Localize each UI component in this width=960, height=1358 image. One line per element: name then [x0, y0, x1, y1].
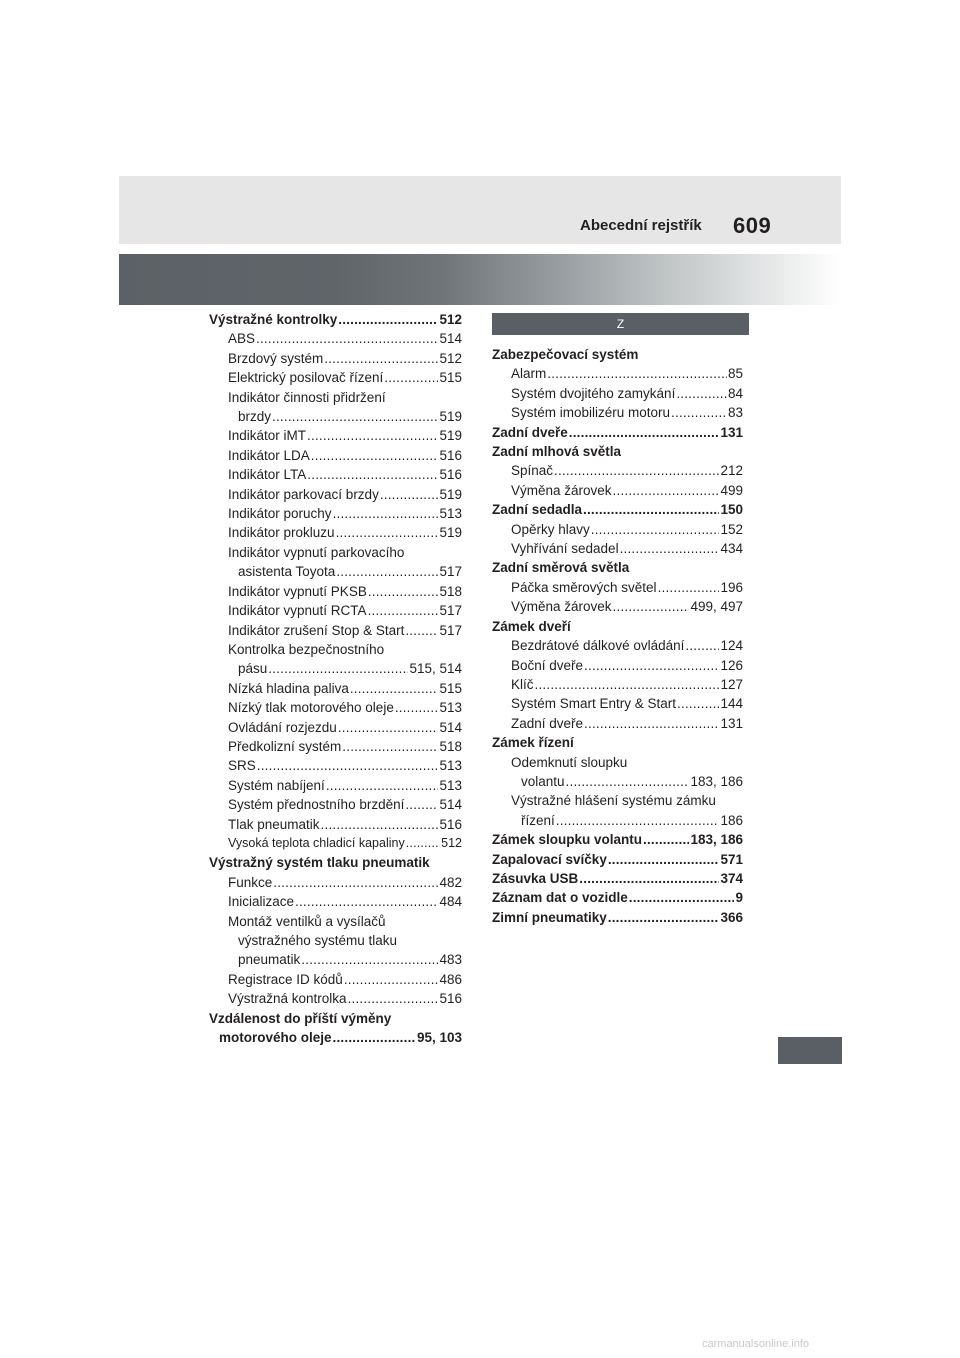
- entry-page-ref: 512: [441, 835, 462, 850]
- entry-page-ref: 482: [439, 874, 462, 890]
- index-entry: [209, 601, 462, 620]
- leader-dots: [613, 597, 690, 616]
- leader-dots: [395, 698, 439, 717]
- index-entry: [209, 485, 462, 504]
- entry-page-ref: 483: [439, 952, 462, 968]
- index-entry: [492, 791, 743, 810]
- index-entry: [209, 853, 462, 872]
- entry-page-ref: 514: [439, 797, 462, 813]
- leader-dots: [643, 830, 689, 849]
- leader-dots: [591, 520, 720, 539]
- entry-page-ref: 515, 514: [409, 661, 462, 677]
- entry-label: Předkolizní systém: [228, 738, 342, 754]
- entry-page-ref: 519: [439, 428, 462, 444]
- entry-label: Indikátor vypnutí parkovacího: [228, 544, 405, 560]
- leader-dots: [273, 873, 438, 892]
- entry-page-ref: 512: [439, 312, 462, 327]
- entry-label: Systém Smart Entry & Start: [511, 696, 677, 712]
- index-entry: [209, 718, 462, 737]
- index-entry: [492, 888, 743, 907]
- leader-dots: [257, 756, 439, 775]
- entry-label: ABS: [228, 331, 256, 347]
- entry-page-ref: 514: [439, 331, 462, 347]
- entry-label: Elektrický posilovač řízení: [228, 370, 384, 386]
- entry-label: Brzdový systém: [228, 350, 324, 366]
- leader-dots: [583, 500, 719, 519]
- entry-label: Alarm: [511, 366, 547, 382]
- index-entry: [492, 403, 743, 422]
- entry-label: řízení: [521, 812, 555, 828]
- index-entry: [209, 523, 462, 542]
- entry-page-ref: 484: [439, 894, 462, 910]
- entry-page-ref: 212: [720, 463, 743, 479]
- entry-label: Bezdrátové dálkové ovládání: [511, 638, 685, 654]
- entry-page-ref: 131: [720, 424, 743, 440]
- entry-label: Klíč: [511, 676, 534, 692]
- entry-page-ref: 131: [720, 715, 743, 731]
- entry-page-ref: 85: [727, 366, 743, 382]
- leader-dots: [613, 481, 720, 500]
- entry-label: Odemknutí sloupku: [511, 754, 628, 770]
- entry-label: Nízká hladina paliva: [228, 680, 349, 696]
- entry-page-ref: 186: [720, 812, 743, 828]
- leader-dots: [620, 539, 720, 558]
- entry-label: Montáž ventilků a vysílačů: [228, 913, 386, 929]
- index-entry: [492, 364, 743, 383]
- index-entry: [492, 656, 743, 675]
- index-entry: [492, 675, 743, 694]
- index-entry: [492, 830, 743, 849]
- entry-label: Systém nabíjení: [228, 777, 325, 793]
- index-entry: [492, 811, 743, 830]
- entry-label: výstražného systému tlaku: [238, 933, 398, 948]
- leader-dots: [350, 679, 439, 698]
- entry-page-ref: 499, 497: [690, 599, 743, 615]
- entry-label: volantu: [521, 773, 565, 789]
- leader-dots: [301, 950, 438, 969]
- entry-label: Výměna žárovek: [511, 599, 612, 615]
- leader-dots: [384, 368, 438, 387]
- chapter-tab: [778, 1037, 842, 1064]
- leader-dots: [256, 329, 438, 348]
- entry-label: Zadní směrová světla: [492, 560, 630, 576]
- index-entry: [209, 368, 462, 387]
- leader-dots: [671, 403, 727, 422]
- leader-dots: [295, 892, 438, 911]
- index-entry: [492, 753, 743, 772]
- entry-label: pásu: [238, 661, 268, 677]
- index-entry: [209, 989, 462, 1008]
- index-entry: [209, 756, 462, 775]
- leader-dots: [342, 737, 438, 756]
- entry-label: Zámek řízení: [492, 735, 574, 751]
- entry-label: asistenta Toyota: [238, 564, 336, 580]
- entry-page-ref: 434: [720, 541, 743, 557]
- index-entry: [209, 795, 462, 814]
- entry-page-ref: 513: [439, 700, 462, 716]
- entry-label: Výměna žárovek: [511, 482, 612, 498]
- entry-label: Kontrolka bezpečnostního: [228, 641, 385, 657]
- entry-label: Inicializace: [228, 894, 295, 910]
- index-entry: [209, 1028, 462, 1047]
- entry-label: Zabezpečovací systém: [492, 347, 639, 362]
- index-entry: [209, 310, 462, 329]
- leader-dots: [333, 1028, 416, 1047]
- entry-label: Zadní mlhová světla: [492, 444, 622, 460]
- entry-page-ref: 486: [439, 971, 462, 987]
- entry-label: Zadní sedadla: [492, 502, 583, 518]
- index-entry: [492, 384, 743, 403]
- entry-label: brzdy: [238, 409, 272, 425]
- entry-label: pneumatik: [238, 952, 301, 968]
- leader-dots: [368, 601, 439, 620]
- entry-page-ref: 150: [720, 502, 743, 518]
- leader-dots: [344, 970, 439, 989]
- entry-label: Zapalovací svíčky: [492, 851, 607, 867]
- entry-label: Výstražná kontrolka: [228, 991, 347, 1007]
- leader-dots: [676, 384, 727, 403]
- leader-dots: [566, 772, 690, 791]
- page-title: Abecední rejstřík: [580, 217, 702, 234]
- index-entry: [492, 558, 743, 577]
- entry-page-ref: 515: [439, 370, 462, 386]
- leader-dots: [272, 407, 438, 426]
- entry-label: Vyhřívání sedadel: [511, 541, 619, 557]
- index-entry: [209, 873, 462, 892]
- entry-page-ref: 196: [720, 579, 743, 595]
- index-entry: [209, 912, 462, 931]
- index-entry: [492, 636, 743, 655]
- leader-dots: [368, 582, 439, 601]
- entry-label: motorového oleje: [219, 1030, 332, 1046]
- leader-dots: [584, 714, 719, 733]
- entry-page-ref: 518: [439, 583, 462, 599]
- leader-dots: [547, 364, 727, 383]
- entry-label: Indikátor činnosti přidržení: [228, 389, 386, 405]
- entry-page-ref: 127: [720, 676, 743, 692]
- entry-page-ref: 519: [439, 486, 462, 502]
- index-entry: [209, 349, 462, 368]
- index-entry: [209, 407, 462, 426]
- index-entry: [492, 908, 743, 927]
- entry-label: Funkce: [228, 874, 273, 890]
- leader-dots: [677, 694, 719, 713]
- leader-dots: [658, 578, 720, 597]
- index-entry: [209, 543, 462, 562]
- entry-page-ref: 374: [720, 870, 743, 886]
- index-entry: [209, 582, 462, 601]
- entry-label: Zadní dveře: [511, 715, 584, 731]
- entry-label: Ovládání rozjezdu: [228, 719, 337, 735]
- leader-dots: [535, 675, 720, 694]
- index-entry: [492, 597, 743, 616]
- entry-label: Systém přednostního brzdění: [228, 797, 405, 813]
- watermark: carmanualsonline.info: [702, 1338, 810, 1350]
- entry-page-ref: 519: [439, 409, 462, 425]
- leader-dots: [324, 349, 438, 368]
- leader-dots: [321, 815, 439, 834]
- entry-label: Indikátor zrušení Stop & Start: [228, 622, 405, 638]
- index-entry: [492, 714, 743, 733]
- index-entry: [209, 892, 462, 911]
- entry-page-ref: 518: [439, 738, 462, 754]
- leader-dots: [307, 465, 438, 484]
- entry-page-ref: 514: [439, 719, 462, 735]
- leader-dots: [336, 523, 439, 542]
- entry-page-ref: 517: [439, 622, 462, 638]
- entry-page-ref: 512: [439, 350, 462, 366]
- index-column-left: [209, 310, 462, 1047]
- index-entry: [209, 562, 462, 581]
- entry-label: Indikátor parkovací brzdy: [228, 486, 379, 502]
- entry-page-ref: 183, 186: [690, 832, 743, 848]
- index-entry: [492, 442, 743, 461]
- index-entry: [492, 617, 743, 636]
- index-entry: [492, 694, 743, 713]
- leader-dots: [629, 888, 735, 907]
- entry-label: Výstražné kontrolky: [209, 312, 338, 327]
- entry-label: Systém imobilizéru motoru: [511, 405, 671, 421]
- entry-label: Zámek dveří: [492, 618, 571, 634]
- entry-page-ref: 517: [439, 603, 462, 619]
- index-column-right: [492, 345, 743, 927]
- leader-dots: [348, 989, 439, 1008]
- entry-page-ref: 516: [439, 816, 462, 832]
- index-entry: [209, 388, 462, 407]
- entry-label: Indikátor prokluzu: [228, 525, 335, 541]
- entry-label: Indikátor LDA: [228, 447, 310, 463]
- leader-dots: [685, 636, 719, 655]
- leader-dots: [326, 776, 439, 795]
- page-number: 609: [733, 213, 772, 238]
- entry-label: Zadní dveře: [492, 424, 568, 440]
- index-entry: [492, 869, 743, 888]
- entry-label: Vysoká teplota chladicí kapaliny: [228, 835, 405, 850]
- entry-label: Indikátor vypnutí RCTA: [228, 603, 367, 619]
- leader-dots: [311, 446, 439, 465]
- entry-label: Zimní pneumatiky: [492, 909, 607, 925]
- index-entry: [209, 446, 462, 465]
- index-entry: [492, 539, 743, 558]
- leader-dots: [556, 811, 720, 830]
- index-entry: [209, 329, 462, 348]
- entry-page-ref: 513: [439, 506, 462, 522]
- decorative-gradient-band: [119, 254, 841, 305]
- leader-dots: [569, 423, 720, 442]
- entry-label: SRS: [228, 758, 256, 774]
- index-entry: [209, 815, 462, 834]
- entry-page-ref: 95, 103: [416, 1030, 462, 1046]
- index-entry: [492, 520, 743, 539]
- entry-page-ref: 517: [439, 564, 462, 580]
- index-entry: [209, 737, 462, 756]
- leader-dots: [268, 659, 408, 678]
- index-entry: [492, 481, 743, 500]
- entry-label: Záznam dat o vozidle: [492, 890, 628, 906]
- index-entry: [209, 950, 462, 969]
- leader-dots: [307, 426, 438, 445]
- entry-label: Páčka směrových světel: [511, 579, 657, 595]
- entry-page-ref: 519: [439, 525, 462, 541]
- leader-dots: [406, 834, 440, 853]
- index-entry: [209, 621, 462, 640]
- entry-page-ref: 83: [727, 405, 743, 421]
- entry-label: Výstražné hlášení systému zámku: [511, 793, 716, 809]
- entry-page-ref: 126: [720, 657, 743, 673]
- entry-label: Zámek sloupku volantu: [492, 832, 643, 848]
- leader-dots: [584, 656, 719, 675]
- index-entry: [209, 426, 462, 445]
- entry-page-ref: 144: [720, 696, 743, 712]
- entry-page-ref: 513: [439, 758, 462, 774]
- index-entry: [209, 834, 462, 853]
- entry-page-ref: 366: [720, 909, 743, 925]
- entry-page-ref: 84: [727, 385, 743, 401]
- entry-label: Boční dveře: [511, 657, 584, 673]
- entry-label: Výstražný systém tlaku pneumatik: [209, 855, 430, 871]
- entry-label: Systém dvojitého zamykání: [511, 385, 676, 401]
- index-entry: [492, 345, 743, 364]
- entry-page-ref: 513: [439, 777, 462, 793]
- leader-dots: [405, 621, 438, 640]
- entry-label: Indikátor poruchy: [228, 506, 332, 522]
- index-entry: [209, 698, 462, 717]
- index-entry: [492, 578, 743, 597]
- entry-page-ref: 152: [720, 521, 743, 537]
- entry-label: Registrace ID kódů: [228, 971, 343, 987]
- leader-dots: [579, 869, 719, 888]
- index-entry: [209, 1009, 462, 1028]
- index-entry: [492, 461, 743, 480]
- index-entry: [209, 931, 462, 950]
- entry-page-ref: 516: [439, 467, 462, 483]
- entry-page-ref: 9: [735, 890, 743, 906]
- entry-page-ref: 499: [720, 482, 743, 498]
- leader-dots: [336, 562, 438, 581]
- index-entry: [209, 659, 462, 678]
- leader-dots: [380, 485, 439, 504]
- leader-dots: [405, 795, 438, 814]
- entry-label: Vzdálenost do příští výměny: [209, 1010, 392, 1026]
- index-entry: [492, 850, 743, 869]
- entry-label: Zásuvka USB: [492, 870, 579, 886]
- index-entry: [492, 733, 743, 752]
- entry-page-ref: 124: [720, 638, 743, 654]
- letter-section-header: Z: [492, 313, 749, 335]
- entry-page-ref: 571: [720, 851, 743, 867]
- entry-label: Indikátor LTA: [228, 467, 307, 483]
- leader-dots: [554, 461, 719, 480]
- leader-dots: [333, 504, 439, 523]
- entry-page-ref: 516: [439, 991, 462, 1007]
- entry-label: Tlak pneumatik: [228, 816, 320, 832]
- leader-dots: [608, 850, 720, 869]
- index-entry: [209, 970, 462, 989]
- entry-label: Nízký tlak motorového oleje: [228, 700, 394, 716]
- entry-label: Indikátor vypnutí PKSB: [228, 583, 367, 599]
- leader-dots: [338, 310, 438, 329]
- entry-page-ref: 183, 186: [690, 773, 743, 789]
- entry-label: Opěrky hlavy: [511, 521, 590, 537]
- index-entry: [492, 500, 743, 519]
- index-entry: [492, 423, 743, 442]
- entry-page-ref: 516: [439, 447, 462, 463]
- leader-dots: [608, 908, 720, 927]
- index-entry: [209, 504, 462, 523]
- index-entry: [209, 640, 462, 659]
- index-entry: [209, 776, 462, 795]
- entry-label: Spínač: [511, 463, 554, 479]
- index-entry: [209, 679, 462, 698]
- leader-dots: [338, 718, 439, 737]
- index-entry: [492, 772, 743, 791]
- entry-label: Indikátor iMT: [228, 428, 307, 444]
- index-entry: [209, 465, 462, 484]
- entry-page-ref: 515: [439, 680, 462, 696]
